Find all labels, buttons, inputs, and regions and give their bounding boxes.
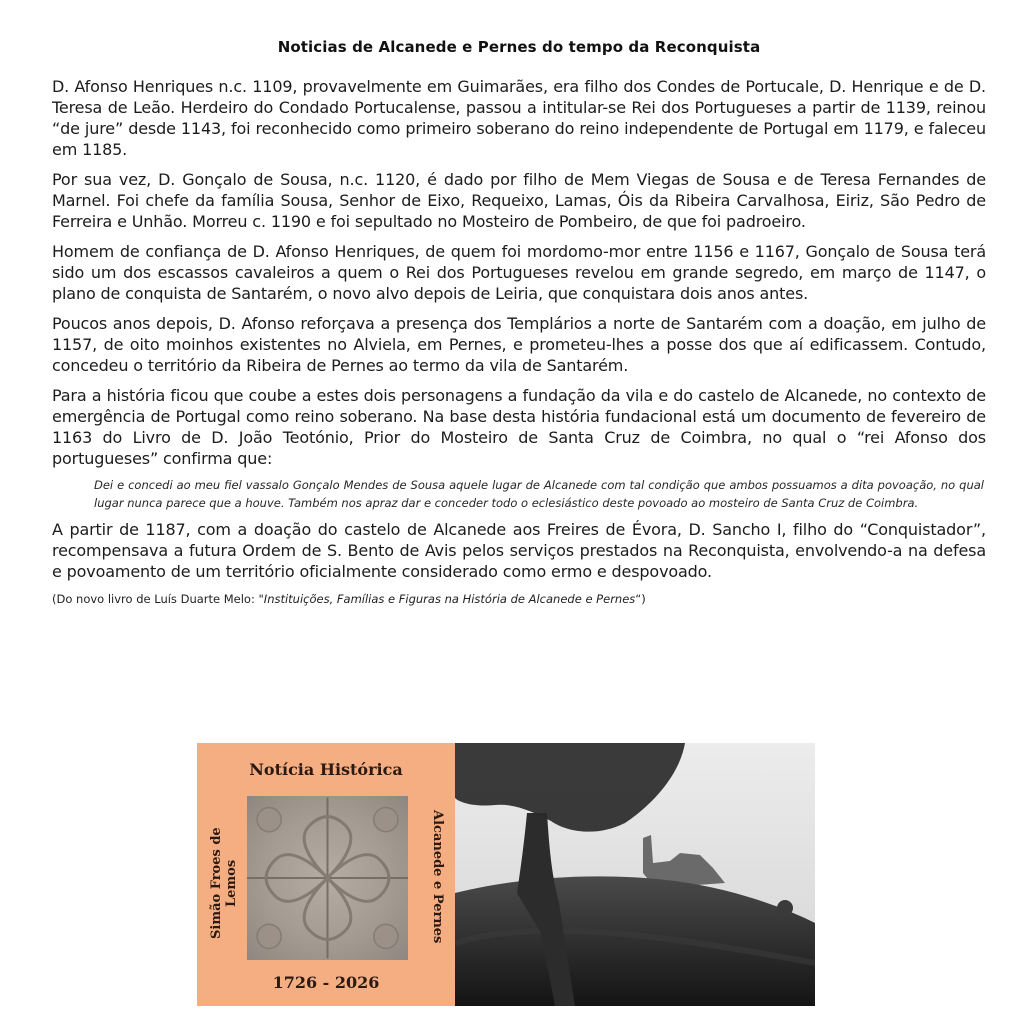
source-prefix: (Do novo livro de Luís Duarte Melo: " — [52, 592, 264, 606]
book-cover — [197, 743, 455, 1006]
quatrefoil-cross-icon — [247, 796, 408, 960]
source-suffix: “) — [635, 592, 646, 606]
castle-ruins-photo — [455, 743, 815, 1006]
document-title: Noticias de Alcanede e Pernes do tempo da Reconquista — [277, 38, 761, 56]
book-cover-figure — [197, 743, 815, 1006]
block-quote: Dei e concedi ao meu fiel vassalo Gonçalo Mendes de Sousa aquele lugar de Alcanede com tal condição que ambos possuamos a dita povoação, no qual lugar nunca parece que a houve. Também nos apraz dar e conceder todo o eclesiástico deste povoado ao mosteiro de Santa Cruz de Coimbra. — [94, 478, 984, 510]
cover-title: Notícia Histórica — [249, 760, 403, 779]
paragraph-templars: Poucos anos depois, D. Afonso reforçava a presença dos Templários a norte de Santarém com a doação, em julho de 1157, de oito moinhos existentes no Alviela, em Pernes, e prometeu-lhes a posse dos que aí edificassem. Contudo, concedeu o território da Ribeira de Pernes ao termo da vila de Santarém. — [52, 314, 986, 375]
carved-stone-tile-image — [247, 796, 408, 960]
paragraph-alcanede-foundation: Para a história ficou que coube a estes dois personagens a fundação da vila e do castelo de Alcanede, no contexto de emergência de Portugal como reino soberano. Na base desta história fundacional está um documento de fevereiro de 1163 do Livro de D. João Teotónio, Prior do Mosteiro de Santa Cruz de Coimbra, no qual o “rei Afonso dos portugueses” confirma que: — [52, 386, 986, 468]
source-book-title: Instituições, Famílias e Figuras na História de Alcanede e Pernes — [263, 592, 636, 606]
document-page — [52, 38, 986, 607]
source-citation — [52, 591, 986, 607]
paragraph-santarem-conquest: Homem de confiança de D. Afonso Henriques, de quem foi mordomo-mor entre 1156 e 1167, Gonçalo de Sousa terá sido um dos escassos cavaleiros a quem o Rei dos Portugueses revelou em grande segredo, em março de 1147, o plano de conquista de Santarém, o novo alvo depois de Leiria, que conquistara dois anos antes. — [52, 242, 986, 303]
paragraph-avis-order: A partir de 1187, com a doação do castelo de Alcanede aos Freires de Évora, D. Sancho I, filho do “Conquistador”, recompensava a futura Ordem de S. Bento de Avis pelos serviços prestados na Reconquista, envolvendo-a na defesa e povoamento de um território oficialmente considerado como ermo e despovoado. — [52, 520, 986, 581]
cover-years: 1726 - 2026 — [272, 973, 380, 992]
landscape-photo-illustration — [455, 743, 815, 1006]
paragraph-afonso-henriques: D. Afonso Henriques n.c. 1109, provavelmente em Guimarães, era filho dos Condes de Portucale, D. Henrique e de D. Teresa de Leão. Herdeiro do Condado Portucalense, passou a intitular-se Rei dos Portugueses a partir de 1139, reinou “de jure” desde 1143, foi reconhecido como primeiro soberano do reino independente de Portugal em 1179, e faleceu em 1185. — [52, 77, 986, 159]
cover-subtitle: Alcanede e Pernes — [430, 810, 445, 944]
paragraph-goncalo-de-sousa: Por sua vez, D. Gonçalo de Sousa, n.c. 1120, é dado por filho de Mem Viegas de Sousa e de Teresa Fernandes de Marnel. Foi chefe da família Sousa, Senhor de Eixo, Requeixo, Lamas, Óis da Ribeira Carvalhosa, Eiriz, São Pedro de Ferreira e Unhão. Morreu c. 1190 e foi sepultado no Mosteiro de Pombeiro, de que foi padroeiro. — [52, 170, 986, 231]
cover-author: Simão Froes de Lemos — [209, 827, 239, 939]
